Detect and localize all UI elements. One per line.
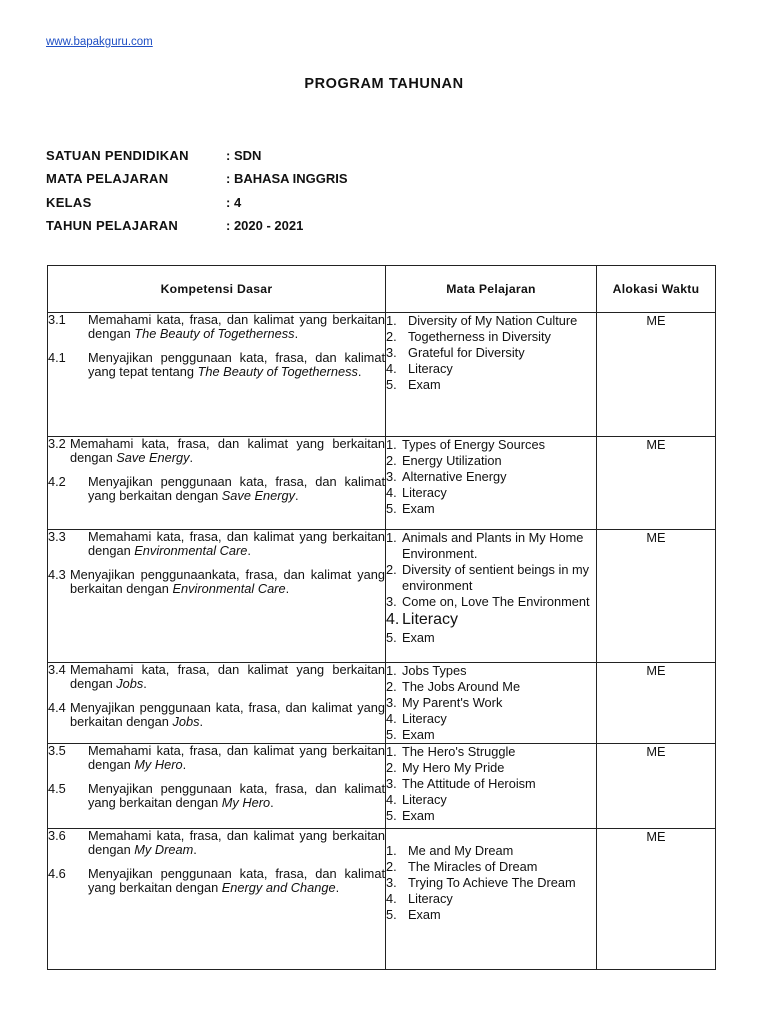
topic-item	[386, 808, 596, 824]
topic-item	[386, 562, 596, 594]
kd-text-tail: .	[285, 581, 290, 596]
topic-text: Exam	[402, 630, 435, 645]
kd-topic: Save Energy	[221, 488, 296, 503]
topic-text: The Attitude of Heroism	[402, 776, 536, 791]
kd-number: 4.1	[48, 350, 66, 365]
topic-number: 1.	[386, 663, 397, 678]
topic-number: 1.	[386, 530, 397, 545]
alokasi-waktu-cell: ME	[597, 437, 716, 530]
topic-item	[386, 859, 596, 875]
meta-value: : BAHASA INGGRIS	[226, 171, 348, 187]
kd-item	[48, 351, 385, 379]
table-row	[48, 744, 716, 829]
topic-number: 5.	[386, 907, 397, 922]
kd-item	[48, 663, 385, 691]
topic-item	[386, 329, 596, 345]
kd-item	[48, 437, 385, 465]
meta-row-tahun	[46, 218, 348, 241]
kd-text	[70, 701, 385, 729]
kd-text	[88, 530, 385, 558]
kd-number: 3.4	[48, 662, 66, 677]
kd-text-tail: .	[182, 757, 187, 772]
kd-text-main: Memahami kata, frasa, dan kalimat yang berkaitan dengan	[70, 436, 385, 465]
mata-pelajaran-cell	[386, 829, 597, 970]
topic-list	[386, 437, 596, 517]
topic-item	[386, 907, 596, 923]
kompetensi-dasar-cell	[48, 744, 386, 829]
topic-item	[386, 663, 596, 679]
kd-item	[48, 568, 385, 596]
topic-text: Exam	[402, 501, 435, 516]
topic-text: Literacy	[402, 711, 447, 726]
topic-item	[386, 345, 596, 361]
meta-value: : 2020 - 2021	[226, 217, 304, 233]
table-row	[48, 829, 716, 970]
kd-item	[48, 867, 385, 895]
topic-text: Energy Utilization	[402, 453, 502, 468]
topic-number: 4.	[386, 361, 397, 376]
topic-number: 3.	[386, 345, 397, 360]
topic-number: 5.	[386, 727, 397, 742]
topic-number: 5.	[386, 377, 397, 392]
topic-text: Literacy	[402, 792, 447, 807]
table-row	[48, 313, 716, 437]
topic-text: Animals and Plants in My Home Environment.	[402, 530, 584, 561]
kd-topic: The Beauty of Togetherness	[197, 364, 358, 379]
topic-number: 2.	[386, 760, 397, 775]
topic-item	[386, 760, 596, 776]
kd-text-tail: .	[189, 450, 194, 465]
kd-text	[88, 313, 385, 341]
kompetensi-dasar-cell	[48, 663, 386, 744]
topic-text: Types of Energy Sources	[402, 437, 545, 452]
kd-text-tail: .	[247, 543, 251, 558]
kompetensi-dasar-cell	[48, 829, 386, 970]
topic-text: Trying To Achieve The Dream	[408, 875, 576, 890]
alokasi-waktu-cell: ME	[597, 313, 716, 437]
topic-text: The Jobs Around Me	[402, 679, 521, 694]
kd-number: 3.5	[48, 743, 66, 758]
kompetensi-dasar-cell	[48, 530, 386, 663]
kd-text-tail: .	[295, 488, 299, 503]
topic-number: 5.	[386, 501, 397, 516]
kd-text-tail: .	[193, 842, 197, 857]
topic-list	[386, 663, 596, 743]
topic-list	[386, 843, 596, 923]
topic-text: Literacy	[408, 891, 453, 906]
topic-text: My Hero My Pride	[402, 760, 505, 775]
kd-topic: Jobs	[116, 676, 144, 691]
topic-text: The Hero's Struggle	[402, 744, 516, 759]
kd-item	[48, 829, 385, 857]
topic-item	[386, 744, 596, 760]
kd-text-tail: .	[143, 676, 147, 691]
table-row	[48, 530, 716, 663]
kd-text-main: Menyajikan penggunaan kata, frasa, dan kalimat yang berkaitan dengan	[88, 474, 385, 503]
topic-item	[386, 453, 596, 469]
topic-number: 2.	[386, 562, 397, 577]
mata-pelajaran-cell	[386, 437, 597, 530]
meta-value: : 4	[226, 194, 242, 210]
kd-text-main: Menyajikan penggunaankata, frasa, dan kalimat yang berkaitan dengan	[70, 567, 385, 596]
website-link[interactable]: www.bapakguru.com	[46, 36, 153, 48]
topic-item	[386, 610, 596, 630]
topic-item	[386, 501, 596, 517]
kd-topic: My Dream	[134, 842, 194, 857]
topic-item	[386, 875, 596, 891]
kd-text	[70, 568, 385, 596]
topic-text: Come on, Love The Environment	[402, 594, 590, 609]
kd-topic: The Beauty of Togetherness	[134, 326, 295, 341]
topic-number: 4.	[386, 611, 400, 628]
meta-row-kelas	[46, 195, 348, 218]
kd-number: 3.6	[48, 828, 66, 843]
kd-item	[48, 744, 385, 772]
topic-number: 2.	[386, 859, 397, 874]
table-row	[48, 663, 716, 744]
topic-text: The Miracles of Dream	[408, 859, 538, 874]
topic-number: 3.	[386, 469, 397, 484]
topic-text: Literacy	[402, 611, 459, 628]
topic-item	[386, 695, 596, 711]
kd-number: 4.2	[48, 474, 66, 489]
topic-text: Exam	[408, 907, 441, 922]
kd-item	[48, 782, 385, 810]
alokasi-waktu-cell: ME	[597, 829, 716, 970]
kd-number: 4.5	[48, 781, 66, 796]
topic-number: 4.	[386, 711, 397, 726]
topic-text: Diversity of sentient beings in my environment	[402, 562, 590, 593]
topic-text: Literacy	[408, 361, 453, 376]
kd-number: 3.1	[48, 312, 66, 327]
kd-text-tail: .	[270, 795, 274, 810]
topic-number: 1.	[386, 437, 397, 452]
topic-number: 3.	[386, 695, 397, 710]
page-title: PROGRAM TAHUNAN	[304, 76, 464, 92]
meta-key: KELAS	[46, 194, 92, 210]
topic-list	[386, 744, 596, 824]
meta-row-satuan	[46, 148, 348, 171]
meta-key: SATUAN PENDIDIKAN	[46, 148, 189, 163]
kd-text-main: Menyajikan penggunaan kata, frasa, dan kalimat yang tepat tentang	[88, 350, 385, 379]
topic-item	[386, 679, 596, 695]
kd-text-main: Memahami kata, frasa, dan kalimat yang berkaitan dengan	[88, 743, 385, 772]
meta-value: : SDN	[226, 148, 262, 163]
kd-topic: Environmental Care	[172, 581, 286, 596]
kd-text	[70, 663, 385, 691]
topic-text: Alternative Energy	[402, 469, 507, 484]
alokasi-waktu-cell: ME	[597, 744, 716, 829]
topic-number: 2.	[386, 329, 397, 344]
program-table	[47, 265, 716, 970]
kd-item	[48, 530, 385, 558]
topic-number: 3.	[386, 776, 397, 791]
kd-item	[48, 701, 385, 729]
table-row	[48, 437, 716, 530]
kd-number: 3.3	[48, 529, 66, 544]
kompetensi-dasar-cell	[48, 313, 386, 437]
topic-item	[386, 727, 596, 743]
topic-item	[386, 843, 596, 859]
kd-number: 4.6	[48, 866, 66, 881]
topic-item	[386, 469, 596, 485]
kd-text-main: Memahami kata, frasa, dan kalimat yang berkaitan dengan	[88, 529, 385, 558]
kd-text-tail: .	[357, 364, 362, 379]
topic-text: Jobs Types	[402, 663, 467, 678]
alokasi-waktu-cell: ME	[597, 530, 716, 663]
kd-text	[88, 351, 385, 379]
header-mata-pelajaran: Mata Pelajaran	[386, 266, 597, 313]
topic-text: Diversity of My Nation Culture	[408, 313, 578, 328]
topic-item	[386, 776, 596, 792]
topic-number: 5.	[386, 630, 397, 645]
kd-text	[88, 829, 385, 857]
alokasi-waktu-cell: ME	[597, 663, 716, 744]
kd-topic: Jobs	[172, 714, 200, 729]
topic-number: 4.	[386, 792, 397, 807]
topic-number: 3.	[386, 875, 397, 890]
identity-block	[46, 148, 348, 241]
kd-topic: My Hero	[134, 757, 183, 772]
kd-topic: Environmental Care	[134, 543, 248, 558]
header-alokasi-waktu: Alokasi Waktu	[597, 266, 716, 313]
meta-row-mapel	[46, 171, 348, 194]
kd-text-main: Memahami kata, frasa, dan kalimat yang berkaitan dengan	[88, 312, 385, 341]
kd-text-main: Menyajikan penggunaan kata, frasa, dan kalimat yang berkaitan dengan	[88, 781, 385, 810]
kd-item	[48, 313, 385, 341]
kd-number: 4.3	[48, 567, 66, 582]
topic-number: 4.	[386, 485, 397, 500]
topic-item	[386, 530, 596, 562]
kd-topic: Save Energy	[116, 450, 190, 465]
kd-text-main: Menyajikan penggunaan kata, frasa, dan kalimat yang berkaitan dengan	[88, 866, 385, 895]
kd-text-tail: .	[294, 326, 299, 341]
topic-number: 4.	[386, 891, 397, 906]
topic-number: 3.	[386, 594, 397, 609]
kd-text	[88, 867, 385, 895]
table-header-row	[48, 266, 716, 313]
kd-number: 4.4	[48, 700, 66, 715]
topic-text: Grateful for Diversity	[408, 345, 525, 360]
topic-number: 1.	[386, 313, 397, 328]
topic-number: 1.	[386, 744, 397, 759]
topic-item	[386, 361, 596, 377]
meta-key: MATA PELAJARAN	[46, 171, 169, 187]
topic-text: My Parent's Work	[402, 695, 503, 710]
topic-text: Literacy	[402, 485, 447, 500]
kd-item	[48, 475, 385, 503]
topic-item	[386, 630, 596, 646]
mata-pelajaran-cell	[386, 744, 597, 829]
topic-number: 2.	[386, 453, 397, 468]
header-kompetensi-dasar: Kompetensi Dasar	[48, 266, 386, 313]
topic-list	[386, 313, 596, 393]
kd-text-main: Memahami kata, frasa, dan kalimat yang berkaitan dengan	[88, 828, 385, 857]
kd-text-main: Memahami kata, frasa, dan kalimat yang berkaitan dengan	[70, 662, 385, 691]
kd-text	[88, 475, 385, 503]
kompetensi-dasar-cell	[48, 437, 386, 530]
topic-item	[386, 711, 596, 727]
kd-text-tail: .	[199, 714, 204, 729]
topic-number: 1.	[386, 843, 397, 858]
kd-text-tail: .	[335, 880, 340, 895]
kd-text-main: Menyajikan penggunaan kata, frasa, dan kalimat yang berkaitan dengan	[70, 700, 385, 729]
topic-text: Exam	[402, 727, 435, 742]
kd-text	[70, 437, 385, 465]
topic-number: 2.	[386, 679, 397, 694]
topic-item	[386, 313, 596, 329]
topic-item	[386, 891, 596, 907]
topic-item	[386, 792, 596, 808]
mata-pelajaran-cell	[386, 530, 597, 663]
kd-number: 3.2	[48, 436, 66, 451]
topic-item	[386, 485, 596, 501]
topic-item	[386, 377, 596, 393]
topic-text: Exam	[402, 808, 435, 823]
topic-number: 5.	[386, 808, 397, 823]
kd-topic: My Hero	[221, 795, 271, 810]
meta-key: TAHUN PELAJARAN	[46, 217, 179, 233]
topic-text: Togetherness in Diversity	[408, 329, 551, 344]
kd-text	[88, 744, 385, 772]
kd-topic: Energy and Change	[221, 880, 336, 895]
topic-item	[386, 594, 596, 610]
topic-item	[386, 437, 596, 453]
mata-pelajaran-cell	[386, 663, 597, 744]
kd-text	[88, 782, 385, 810]
mata-pelajaran-cell	[386, 313, 597, 437]
topic-list	[386, 530, 596, 646]
topic-text: Me and My Dream	[408, 843, 514, 858]
topic-text: Exam	[408, 377, 441, 392]
